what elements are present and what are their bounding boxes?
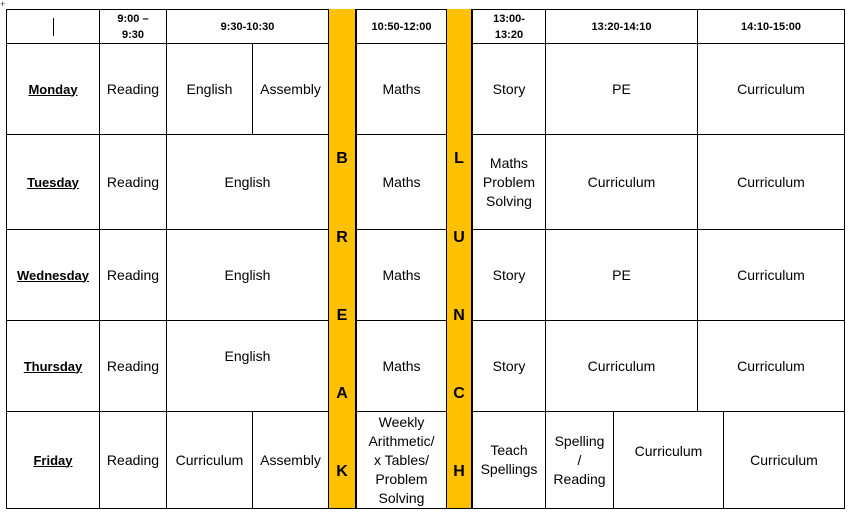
cell-line: Solving <box>486 192 532 209</box>
monday-curriculum-cell: Curriculum <box>697 43 845 134</box>
monday-maths-cell: Maths <box>356 43 446 134</box>
thursday-reading-cell: Reading <box>99 320 166 411</box>
cell-line: x Tables/ <box>374 451 429 468</box>
thursday-story-cell: Story <box>472 320 545 411</box>
monday-reading-cell: Reading <box>99 43 166 134</box>
text-cursor <box>53 18 54 36</box>
table-move-handle[interactable]: + <box>0 0 6 9</box>
header-slot-1300: 13:00-13:20 <box>472 9 545 43</box>
cell-line: Problem <box>375 470 428 487</box>
header-slot-0930: 9:30-10:30 <box>166 9 328 43</box>
tuesday-reading-cell: Reading <box>99 134 166 229</box>
tuesday-maths-cell: Maths <box>356 134 446 229</box>
lunch-letter: H <box>453 463 465 480</box>
thursday-curriculum-cell: Curriculum <box>545 320 697 411</box>
wednesday-pe-cell: PE <box>545 229 697 320</box>
monday-assembly-cell: Assembly <box>252 43 328 134</box>
break-letter: R <box>336 229 348 246</box>
day-monday: Monday <box>6 43 99 134</box>
cell-line: Weekly <box>378 413 425 430</box>
lunch-letter: N <box>453 307 465 324</box>
friday-weekly-arithmetic-cell <box>356 411 446 509</box>
cell-line: Teach <box>490 442 528 458</box>
header-slot-1410: 14:10-15:00 <box>697 9 845 43</box>
wednesday-story-cell: Story <box>472 229 545 320</box>
monday-pe-cell: PE <box>545 43 697 134</box>
cell-line: Spelling <box>554 432 605 449</box>
cell-line: Maths <box>489 154 529 171</box>
break-band <box>328 9 356 509</box>
header-slot-0900: 9:00 – 9:30 <box>99 9 166 43</box>
thursday-english-cell: English <box>166 320 328 411</box>
cell-line: Solving <box>378 489 425 506</box>
friday-curriculum-cell-3: Curriculum <box>723 411 845 509</box>
friday-reading-cell: Reading <box>99 411 166 509</box>
day-thursday: Thursday <box>6 320 99 411</box>
break-letter: A <box>336 385 348 402</box>
friday-assembly-cell: Assembly <box>252 411 328 509</box>
tuesday-curriculum-cell-2: Curriculum <box>697 134 845 229</box>
tuesday-english-cell: English <box>166 134 328 229</box>
monday-english-cell: English <box>166 43 252 134</box>
cell-line: / <box>577 451 582 468</box>
friday-curriculum-cell-2: Curriculum <box>613 411 723 509</box>
lunch-letter: U <box>453 229 465 246</box>
header-slot-1050: 10:50-12:00 <box>356 9 446 43</box>
cell-line: Arithmetic/ <box>368 432 435 449</box>
day-tuesday: Tuesday <box>6 134 99 229</box>
lunch-letter: L <box>454 150 464 167</box>
tuesday-maths-problem-solving-cell <box>472 134 545 229</box>
cell-line: Problem <box>482 173 536 190</box>
wednesday-curriculum-cell: Curriculum <box>697 229 845 320</box>
friday-curriculum-cell: Curriculum <box>166 411 252 509</box>
lunch-letter: C <box>453 385 465 402</box>
wednesday-maths-cell: Maths <box>356 229 446 320</box>
day-wednesday: Wednesday <box>6 229 99 320</box>
wednesday-reading-cell: Reading <box>99 229 166 320</box>
break-letter: E <box>336 307 348 324</box>
thursday-curriculum-cell-2: Curriculum <box>697 320 845 411</box>
break-letter: B <box>336 150 348 167</box>
monday-story-cell: Story <box>472 43 545 134</box>
wednesday-english-cell: English <box>166 229 328 320</box>
friday-teach-spellings-cell <box>472 411 545 509</box>
break-letter: K <box>336 463 348 480</box>
lunch-band <box>446 9 472 509</box>
cell-line: Reading <box>553 470 606 487</box>
tuesday-curriculum-cell: Curriculum <box>545 134 697 229</box>
day-friday: Friday <box>6 411 99 509</box>
thursday-maths-cell: Maths <box>356 320 446 411</box>
friday-spelling-reading-cell <box>545 411 613 509</box>
header-slot-1320: 13:20-14:10 <box>545 9 697 43</box>
cell-line: Spellings <box>480 461 538 477</box>
